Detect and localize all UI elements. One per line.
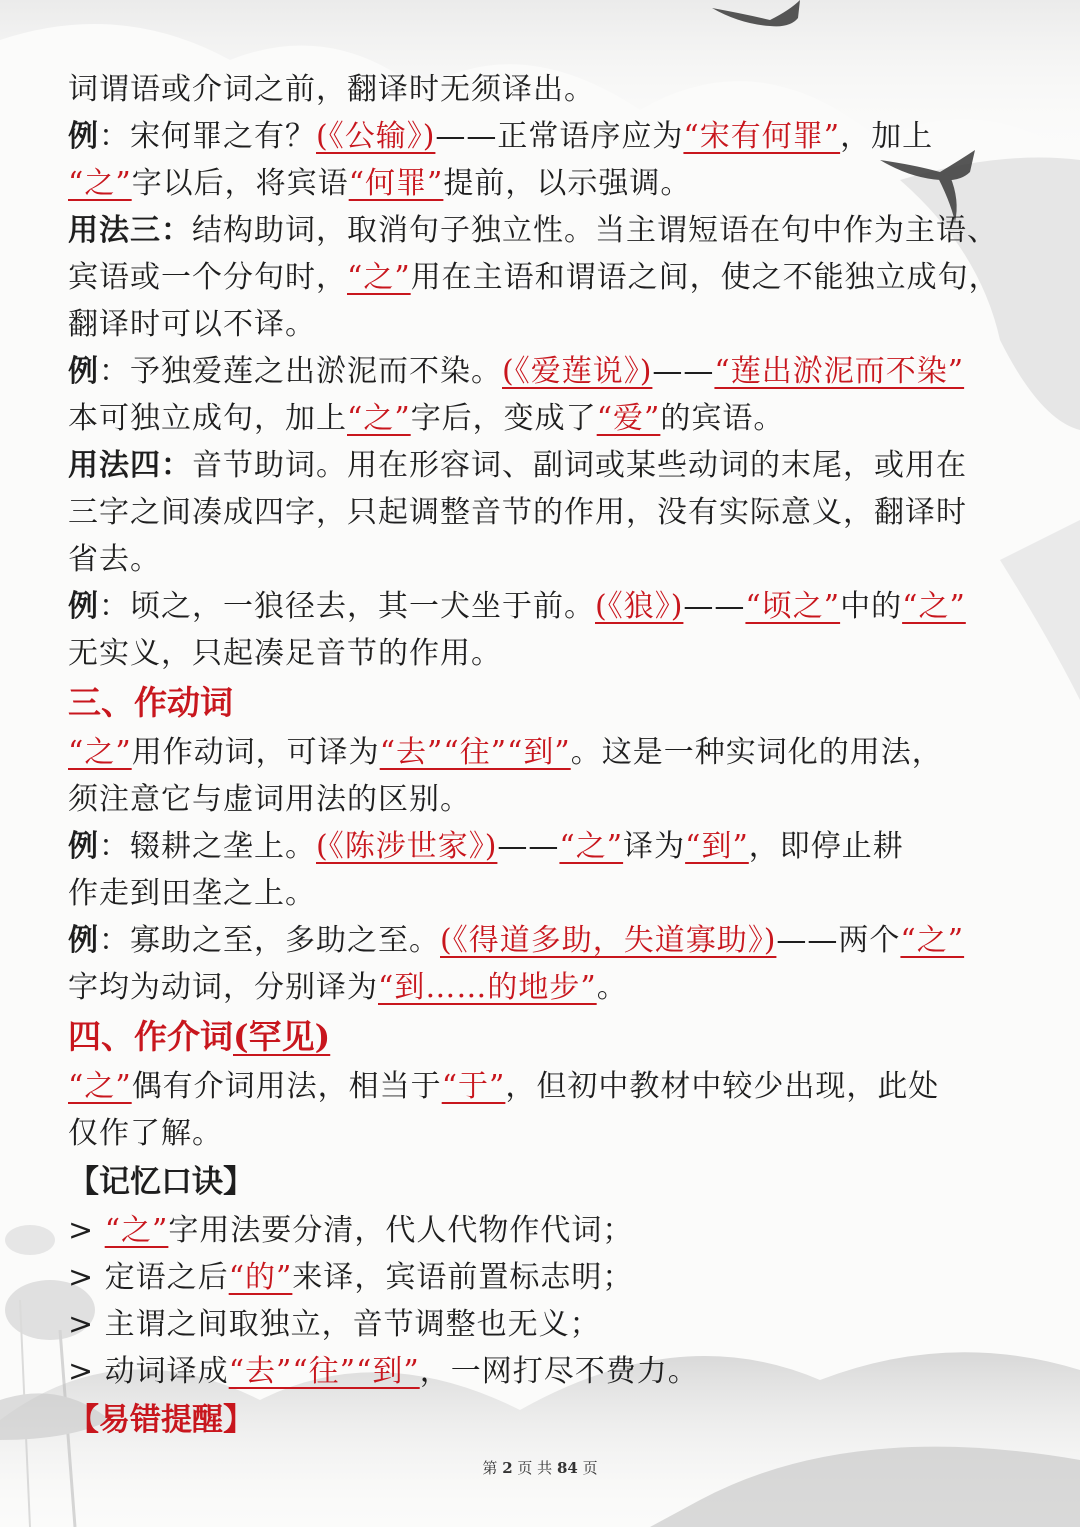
- rhyme-line: > 主谓之间取独立，音节调整也无义；: [68, 1307, 601, 1342]
- highlight: “于”: [441, 1069, 506, 1104]
- text-line: “之”用作动词，可译为“去”“往”“到”。这是一种实词化的用法，: [68, 735, 943, 770]
- example-label: 例: [68, 354, 99, 389]
- page-number: 2: [502, 1459, 513, 1477]
- highlight: “之”: [347, 401, 411, 436]
- source-ref: (《爱莲说》): [502, 354, 653, 389]
- rhyme-line: > 动词译成“去”“往”“到”，一网打尽不费力。: [68, 1354, 699, 1389]
- highlight: “之”: [347, 260, 411, 295]
- usage-four-line: 用法四：音节助词。用在形容词、副词或某些动词的末尾，或用在: [68, 448, 967, 483]
- source-ref: (《狼》): [595, 589, 684, 624]
- example-label: 例: [68, 923, 99, 958]
- source-ref: (《得道多助，失道寡助》): [440, 923, 777, 958]
- example-line: 例：予独爱莲之出淤泥而不染。(《爱莲说》)——“莲出淤泥而不染”: [68, 354, 965, 389]
- text-line: “之”偶有介词用法，相当于“于”，但初中教材中较少出现，此处: [68, 1069, 940, 1104]
- common-mistakes-title: 【易错提醒】: [68, 1402, 254, 1438]
- usage-label: 用法三：: [68, 213, 192, 248]
- example-line: 例：辍耕之垄上。(《陈涉世家》)——“之”译为“到”，即停止耕: [68, 829, 904, 864]
- example-line: 例：寡助之至，多助之至。(《得道多助，失道寡助》)——两个“之”: [68, 923, 965, 958]
- highlight: “之”: [68, 735, 132, 770]
- example-line: 例：顷之，一狼径去，其一犬坐于前。(《狼》)——“顷之”中的“之”: [68, 589, 966, 624]
- usage-label: 用法四：: [68, 448, 192, 483]
- text-line: 词谓语或介词之前，翻译时无须译出。: [68, 72, 595, 107]
- text-line: 无实义，只起凑足音节的作用。: [68, 636, 502, 671]
- document-body: [68, 66, 1018, 1445]
- highlight: “宋有何罪”: [683, 119, 841, 154]
- text-line: 作走到田垄之上。: [68, 876, 316, 911]
- text-line: 省去。: [68, 542, 161, 577]
- highlight: “去”“往”“到”: [228, 1354, 420, 1389]
- text-line: 三字之间凑成四字，只起调整音节的作用，没有实际意义，翻译时: [68, 495, 967, 530]
- highlight: “去”“往”“到”: [379, 735, 571, 770]
- rhyme-line: > “之”字用法要分清，代人代物作代词；: [68, 1213, 634, 1248]
- text-line: 翻译时可以不译。: [68, 307, 316, 342]
- highlight: “到”: [685, 829, 749, 864]
- rhyme-line: > 定语之后“的”来译，宾语前置标志明；: [68, 1260, 634, 1295]
- highlight: “顷之”: [745, 589, 841, 624]
- usage-three-line: 用法三：结构助词，取消句子独立性。当主谓短语在句中作为主语、: [68, 213, 998, 248]
- text-line: 须注意它与虚词用法的区别。: [68, 782, 471, 817]
- memory-rhyme-title: 【记忆口诀】: [68, 1164, 254, 1200]
- example-label: 例: [68, 829, 99, 864]
- text-line: 字均为动词，分别译为“到……的地步”。: [68, 970, 628, 1005]
- source-ref: (《陈涉世家》): [316, 829, 498, 864]
- example-label: 例: [68, 119, 99, 154]
- page-total: 84: [556, 1459, 578, 1477]
- text-line: 仅作了解。: [68, 1116, 223, 1151]
- text-line: 宾语或一个分句时，“之”用在主语和谓语之间，使之不能独立成句，: [68, 260, 1000, 295]
- example-line: 例：宋何罪之有？(《公输》)——正常语序应为“宋有何罪”，加上: [68, 119, 934, 154]
- highlight: “之”: [559, 829, 624, 864]
- section-heading-verb: 三、作动词: [68, 683, 233, 722]
- highlight: “之”: [104, 1213, 169, 1248]
- highlight: “莲出淤泥而不染”: [714, 354, 965, 389]
- highlight: “到……的地步”: [378, 970, 597, 1005]
- heading-note: (罕见): [233, 1017, 331, 1056]
- section-heading-preposition: 四、作介词(罕见): [68, 1017, 331, 1056]
- highlight: “的”: [228, 1260, 293, 1295]
- highlight: “之”: [900, 923, 965, 958]
- text-line: 本可独立成句，加上“之”字后，变成了“爱”的宾语。: [68, 401, 785, 436]
- page-footer: 第 2 页 共 84 页: [482, 1459, 598, 1477]
- source-ref: (《公输》): [316, 119, 436, 154]
- text-line: “之”字以后，将宾语“何罪”提前，以示强调。: [68, 166, 692, 201]
- highlight: “之”: [902, 589, 966, 624]
- highlight: “之”: [68, 1069, 132, 1104]
- highlight: “之”: [68, 166, 132, 201]
- example-label: 例: [68, 589, 99, 624]
- highlight: “何罪”: [348, 166, 444, 201]
- highlight: “爱”: [596, 401, 661, 436]
